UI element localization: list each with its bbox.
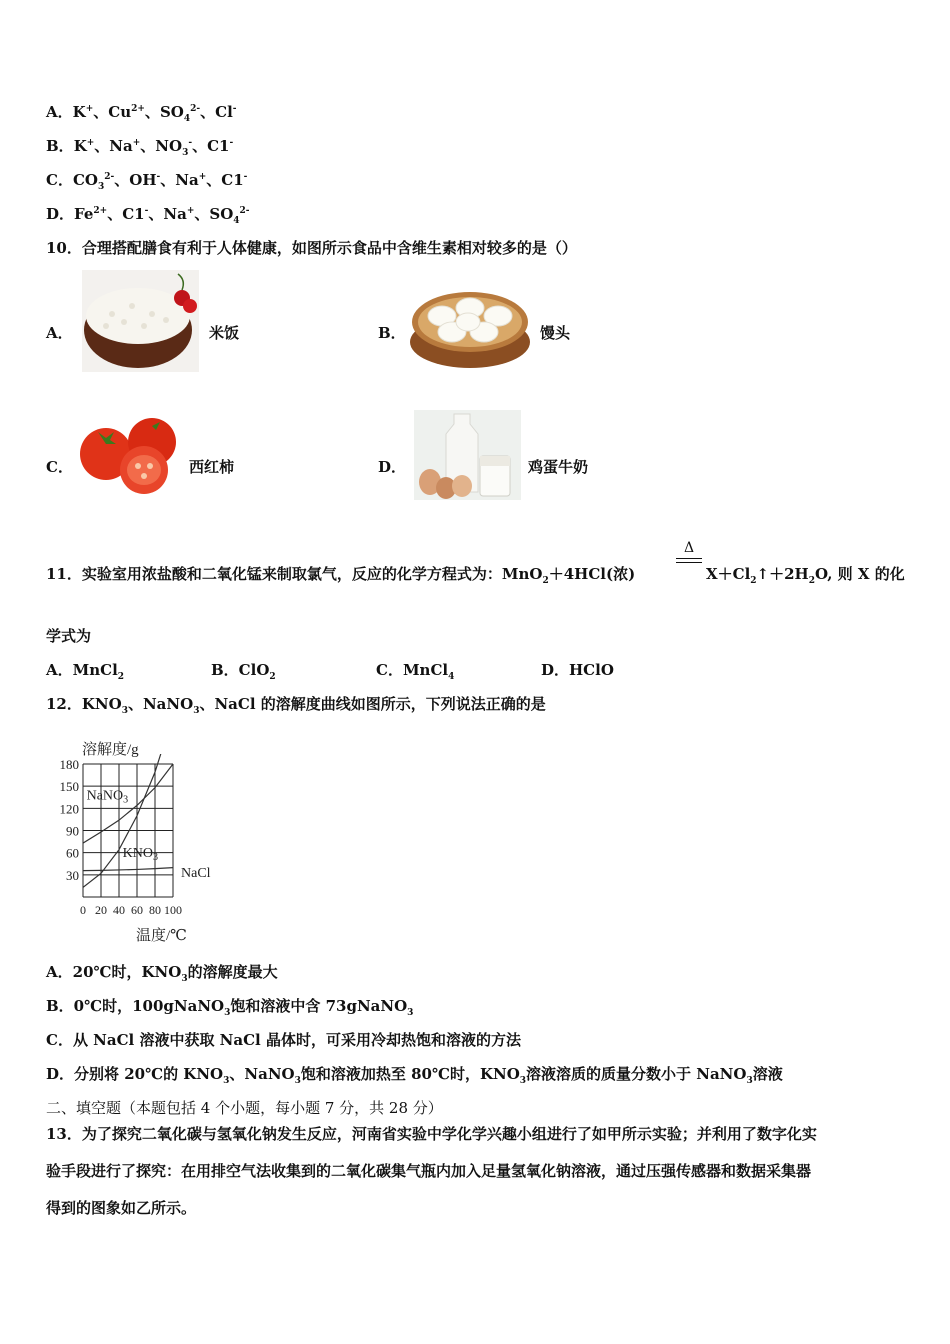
q10-option-d-caption: 鸡蛋牛奶 — [528, 458, 589, 476]
eggs-milk-image — [414, 410, 521, 500]
x-tick-label: 40 — [113, 903, 125, 917]
y-tick-label: 120 — [59, 801, 79, 817]
q10-option-d-label: D． — [378, 458, 407, 476]
series-line-NaCl — [83, 868, 173, 871]
q11-stem-right: $X+Cl_2↑+2H_2O$, 则 X 的化 — [706, 565, 905, 586]
q10-option-a-label: A． — [46, 324, 73, 342]
q11-option-c: C．MnCl$_4$ — [376, 661, 455, 682]
y-tick-label: 180 — [59, 757, 79, 772]
q12-option-b: B．0℃时，100gNaNO$_3$饱和溶液中含 73gNaNO$_3$ — [46, 997, 414, 1018]
x-axis-title: 温度/℃ — [136, 928, 187, 944]
q9-option-c: C．$CO_3^{2-}$、OH-、Na+、C1- — [46, 171, 248, 192]
x-tick-label: 0 — [80, 903, 86, 917]
q11-option-d: D．HClO — [541, 661, 614, 679]
q13-line-1: 13．为了探究二氧化碳与氢氧化钠发生反应，河南省实验中学化学兴趣小组进行了如甲所示实验；并利用了数字化实 — [46, 1125, 817, 1143]
tomato-image — [78, 410, 180, 496]
steamed-bun-image — [408, 286, 532, 370]
q12-option-d: D．分别将 20℃的 $KNO_3$、NaNO$_3$饱和溶液加热至 80℃时，$KNO_3$溶液溶质的质量分数小于 NaNO$_3$溶液 — [46, 1065, 783, 1086]
series-label-NaCl: NaCl — [181, 865, 211, 881]
q12-option-a: A．20℃时，$KNO_3$的溶解度最大 — [46, 963, 278, 984]
q9-option-b: B．K+、Na+、$NO_3^-$、C1- — [46, 137, 234, 158]
q11-option-a: A．MnCl$_2$ — [46, 661, 125, 682]
q13-line-3: 得到的图象如乙所示。 — [46, 1199, 197, 1217]
q10-option-a-caption: 米饭 — [209, 324, 240, 342]
q12-stem: 12．$KNO_3$、NaNO$_3$、NaCl 的溶解度曲线如图所示，下列说法正确的是 — [46, 695, 546, 716]
y-tick-label: 90 — [66, 823, 79, 839]
series-label-NaNO3: NaNO$_3$ — [86, 788, 129, 806]
y-tick-label: 150 — [59, 779, 79, 795]
x-tick-label: 20 — [95, 903, 107, 917]
q13-line-2: 验手段进行了探究：在用排空气法收集到的二氧化碳集气瓶内加入足量氢氧化钠溶液，通过压强传感器和数据采集器 — [46, 1162, 812, 1180]
q10-option-c-label: C． — [46, 458, 73, 476]
solubility-chart — [46, 734, 226, 946]
q11-stem: 11．实验室用浓盐酸和二氧化锰来制取氯气，反应的化学方程式为：MnO$_2$＋4HCl(浓) — [46, 565, 636, 586]
series-label-KNO3: $KNO_3$ — [122, 846, 158, 864]
q10-option-b-caption: 馒头 — [540, 324, 571, 342]
rice-bowl-image — [82, 270, 199, 372]
q11-option-b: B．ClO$_2$ — [211, 661, 276, 682]
y-tick-label: 30 — [66, 867, 79, 883]
q9-option-a: A．K+、$Cu^{2+}$、$SO_4^{2-}$、Cl- — [46, 103, 237, 124]
section-title: 二、填空题（本题包括 4 个小题，每小题 7 分，共 28 分） — [46, 1099, 443, 1117]
q10-stem: 10．合理搭配膳食有利于人体健康，如图所示食品中含维生素相对较多的是（） — [46, 239, 577, 257]
q10-option-c-caption: 西红柿 — [189, 458, 235, 476]
q10-option-b-label: B． — [378, 324, 406, 342]
y-axis-title: 溶解度/g — [82, 742, 139, 758]
y-tick-label: 60 — [66, 845, 79, 861]
x-tick-label: 80 — [149, 903, 161, 917]
q11-stem-continued: 学式为 — [46, 627, 92, 645]
x-tick-label: 60 — [131, 903, 143, 917]
q12-option-c: C．从 NaCl 溶液中获取 NaCl 晶体时，可采用冷却热饱和溶液的方法 — [46, 1031, 521, 1049]
reaction-condition-heat: Δ — [676, 540, 702, 563]
q9-option-d: D．$Fe^{2+}$、C1-、Na+、$SO_4^{2-}$ — [46, 205, 250, 226]
x-tick-label: 100 — [164, 903, 182, 917]
